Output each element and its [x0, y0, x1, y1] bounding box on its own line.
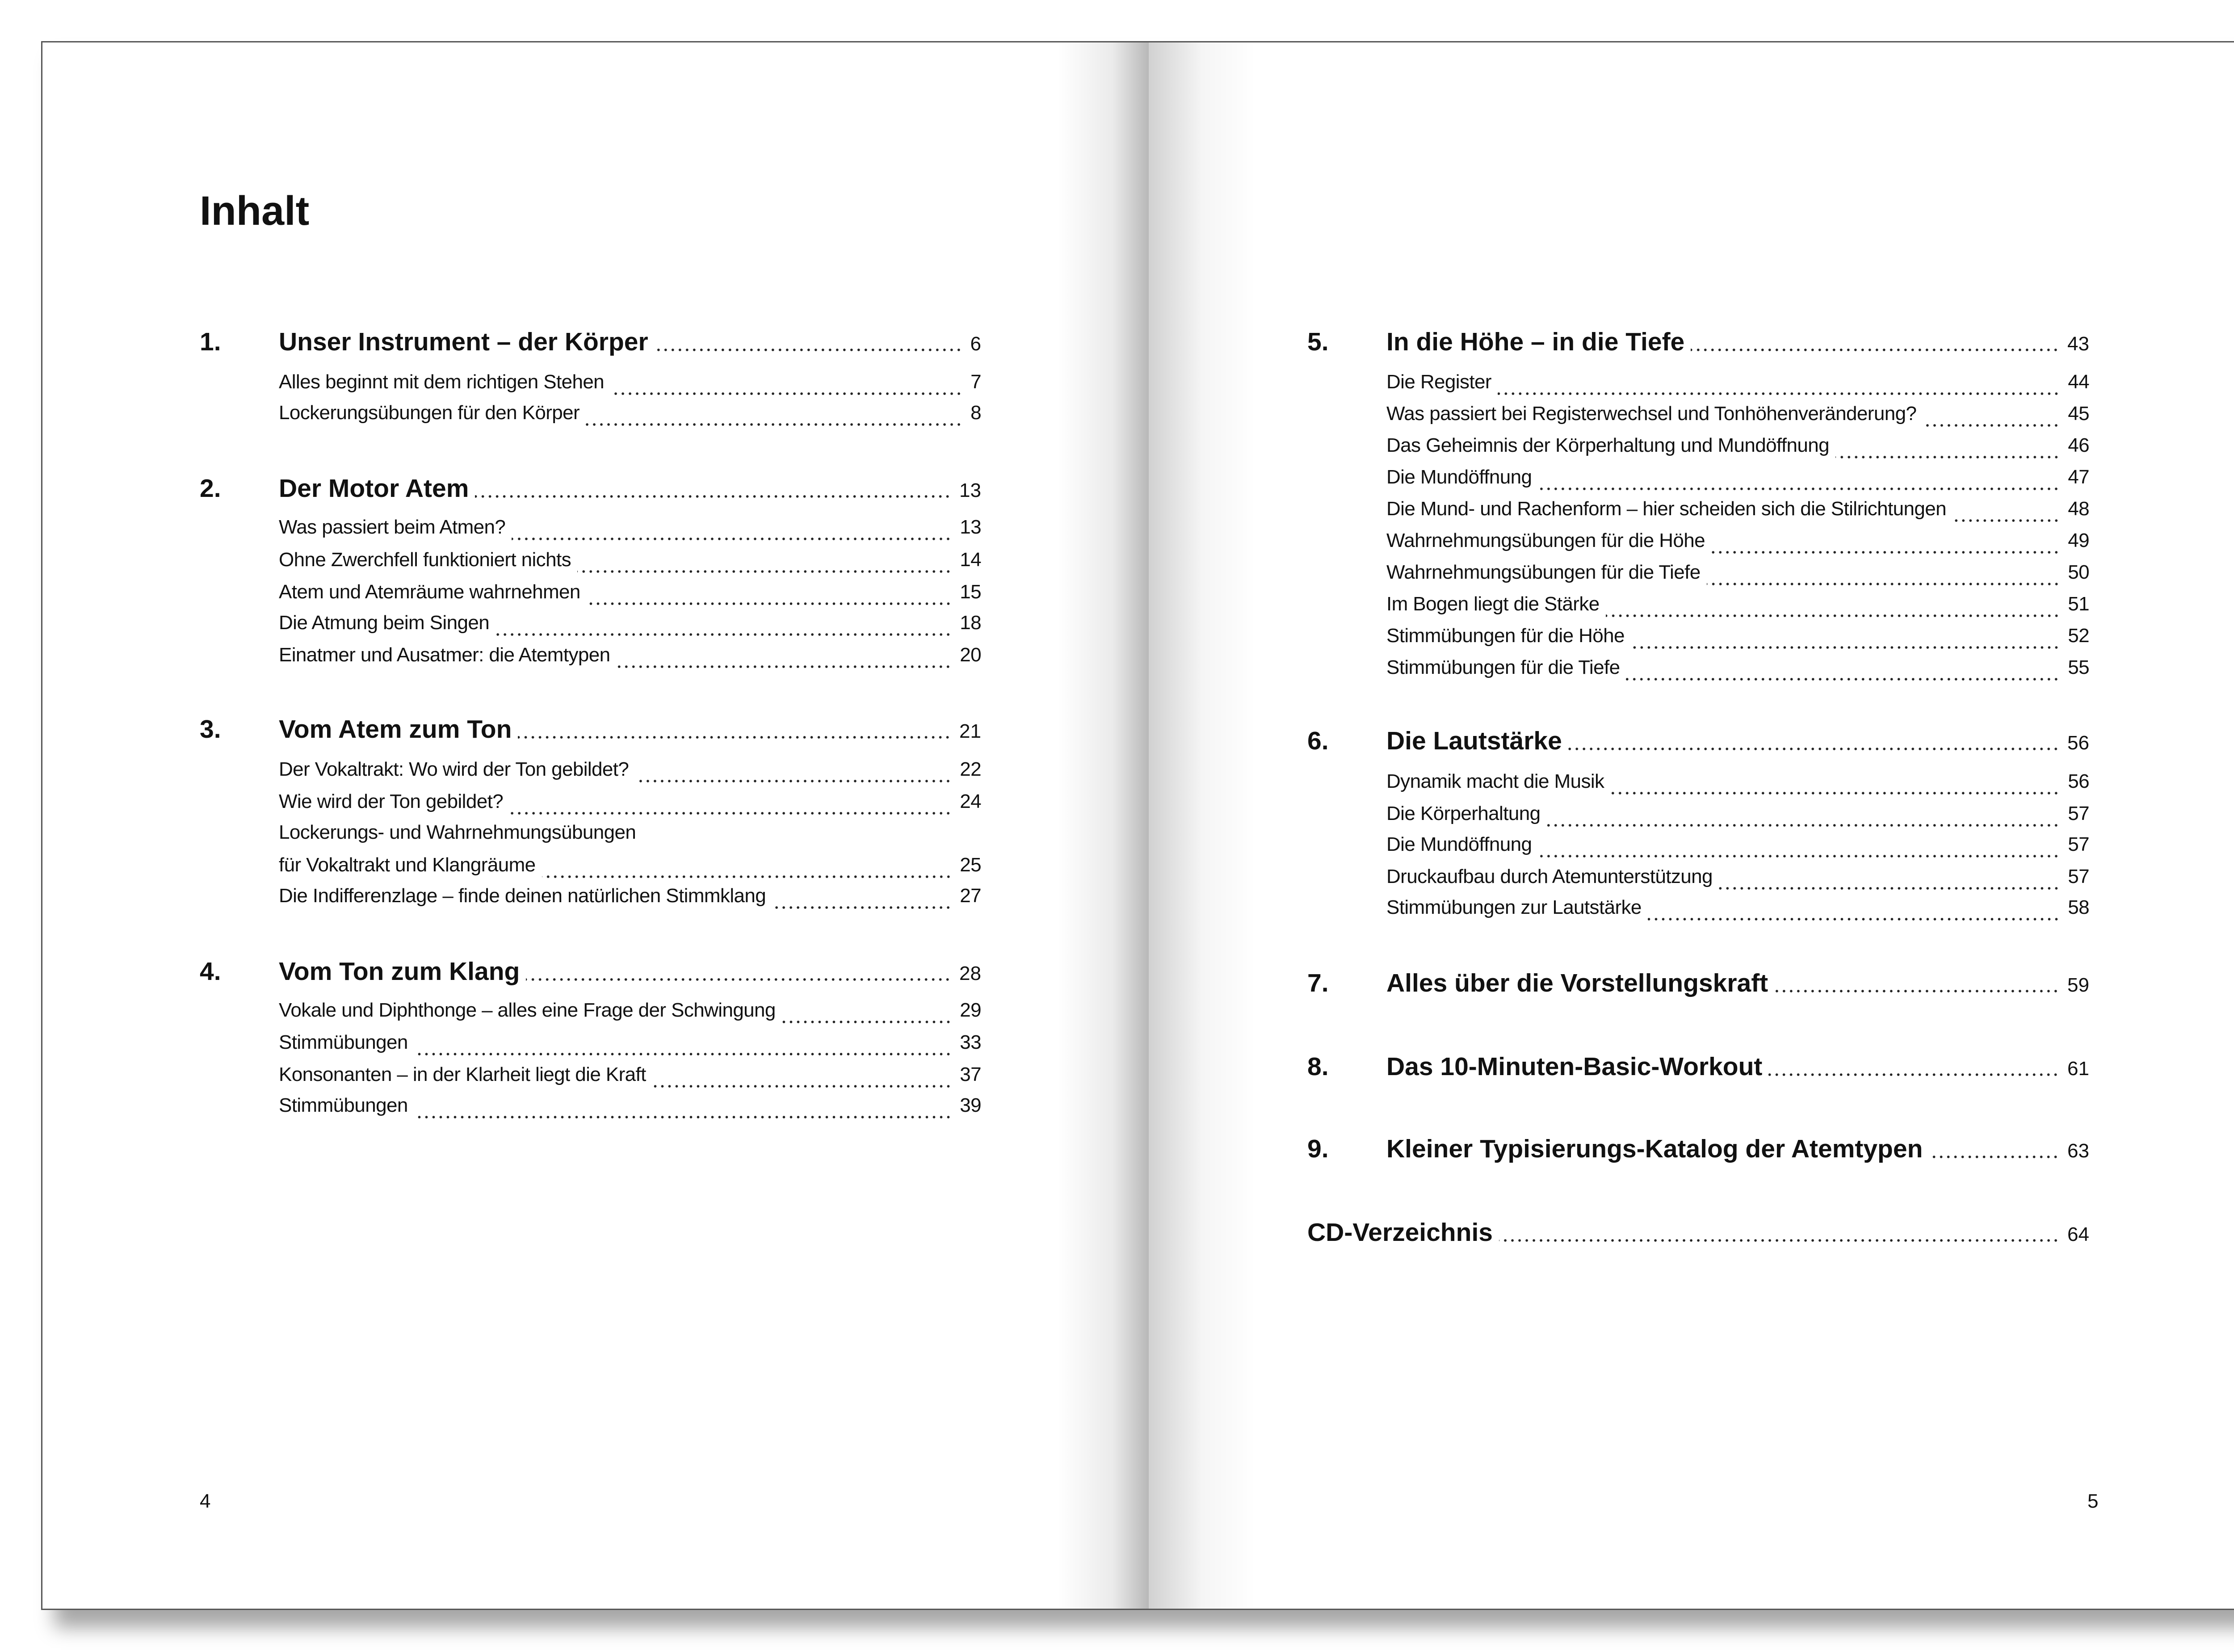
entry-title: Die Mundöffnung — [1386, 833, 1532, 855]
dot-leader — [1626, 677, 2060, 681]
chapter-number: 4. — [200, 957, 221, 986]
toc-chapter-row — [1307, 327, 2089, 359]
page-number: 25 — [960, 853, 981, 876]
toc-entry-row — [1386, 833, 2089, 866]
entry-title: Der Vokaltrakt: Wo wird der Ton gebildet? — [279, 758, 629, 781]
toc-entry-row — [1386, 371, 2089, 403]
dot-leader — [518, 735, 951, 740]
dot-leader — [1711, 550, 2060, 555]
entry-title: Im Bogen liegt die Stärke — [1386, 593, 1600, 615]
dot-leader — [1606, 614, 2060, 618]
toc-entry-row — [279, 612, 981, 644]
page-number: 43 — [2067, 332, 2089, 355]
page-number: 29 — [960, 999, 981, 1021]
chapter-number: 7. — [1307, 968, 1329, 997]
chapter-number: 9. — [1307, 1134, 1329, 1163]
chapter-title: CD-Verzeichnis — [1307, 1218, 1493, 1247]
chapter-title: Das 10-Minuten-Basic-Workout — [1386, 1052, 1763, 1081]
toc-entry-row — [1386, 530, 2089, 562]
toc-chapter-row — [1307, 968, 2089, 1000]
toc-chapter-row — [200, 715, 981, 747]
toc-entry-row — [1386, 656, 2089, 689]
dot-leader — [586, 422, 962, 427]
chapter-title: Die Lautstärke — [1386, 726, 1562, 755]
dot-leader — [616, 664, 952, 669]
page-number: 24 — [960, 790, 981, 813]
page-number: 58 — [2068, 896, 2089, 918]
entry-title: Alles beginnt mit dem richtigen Stehen — [279, 371, 605, 393]
page-number: 39 — [960, 1094, 981, 1117]
dot-leader — [1929, 1155, 2059, 1159]
entry-title: Stimmübungen zur Lautstärke — [1386, 896, 1642, 918]
entry-title: Die Körperhaltung — [1386, 802, 1541, 824]
entry-title: Atem und Atemräume wahrnehmen — [279, 580, 580, 603]
entry-title: Die Indifferenzlage – finde deinen natürlichen Stimmklang — [279, 884, 766, 907]
page-number: 44 — [2068, 371, 2089, 393]
page-number: 45 — [2068, 403, 2089, 425]
page-title: Inhalt — [200, 188, 310, 234]
chapter-number: 2. — [200, 474, 221, 503]
dot-leader — [1719, 886, 2060, 891]
toc-entry-row — [1386, 498, 2089, 530]
dot-leader — [496, 632, 952, 637]
toc-entry-row — [1386, 593, 2089, 625]
entry-title: Wie wird der Ton gebildet? — [279, 790, 504, 813]
dot-leader — [1953, 518, 2060, 523]
entry-title: Stimmübungen für die Tiefe — [1386, 656, 1620, 678]
entry-title: Die Register — [1386, 371, 1491, 393]
entry-title: Stimmübungen — [279, 1031, 408, 1054]
toc-entry-row — [279, 1064, 981, 1096]
entry-title: für Vokaltrakt und Klangräume — [279, 853, 536, 876]
toc-entry-row — [1386, 466, 2089, 498]
entry-title: Das Geheimnis der Körperhaltung und Mundöffnung — [1386, 434, 1829, 457]
dot-leader — [542, 874, 952, 879]
dot-leader — [1538, 854, 2060, 858]
dot-leader — [772, 905, 952, 910]
page-number: 55 — [2068, 656, 2089, 678]
page-number: 64 — [2067, 1223, 2089, 1246]
dot-leader — [414, 1052, 952, 1056]
chapter-number: 6. — [1307, 726, 1329, 755]
page-number: 13 — [960, 516, 981, 538]
toc-entry-row — [279, 790, 981, 823]
toc-chapter-row — [200, 474, 981, 506]
page-number: 18 — [960, 611, 981, 634]
page-number: 52 — [2068, 624, 2089, 647]
chapter-number: 3. — [200, 715, 221, 744]
spine-shadow-right — [1149, 42, 1256, 1609]
dot-leader — [577, 569, 952, 574]
page-number: 49 — [2068, 529, 2089, 551]
toc-entry-row — [279, 999, 981, 1031]
chapter-title: Kleiner Typisierungs-Katalog der Atemtypen — [1386, 1134, 1923, 1163]
toc-entry-row — [1386, 866, 2089, 898]
toc-entry-row — [279, 581, 981, 613]
page-number: 7 — [970, 371, 981, 393]
dot-leader — [414, 1115, 952, 1119]
dot-leader — [509, 811, 952, 815]
dot-leader — [1546, 823, 2060, 828]
toc-chapter-row — [1307, 726, 2089, 758]
toc-chapter-row — [1307, 1218, 2089, 1250]
entry-title: Die Atmung beim Singen — [279, 611, 490, 634]
page-number-right: 5 — [2087, 1490, 2099, 1512]
toc-entry-row — [279, 821, 981, 853]
page-number: 61 — [2067, 1058, 2089, 1080]
entry-title: Ohne Zwerchfell funktioniert nichts — [279, 548, 571, 571]
toc-entry-row — [279, 402, 981, 434]
toc-chapter-row — [1307, 1134, 2089, 1166]
dot-leader — [635, 779, 952, 783]
page-number: 14 — [960, 548, 981, 571]
toc-entry-row — [279, 854, 981, 886]
chapter-number: 5. — [1307, 327, 1329, 356]
chapter-number: 8. — [1307, 1052, 1329, 1081]
dot-leader — [1707, 582, 2060, 586]
chapter-title: Vom Atem zum Ton — [279, 715, 512, 744]
page-number: 37 — [960, 1064, 981, 1086]
dot-leader — [1610, 791, 2060, 795]
entry-title: Die Mundöffnung — [1386, 466, 1532, 488]
dot-leader — [512, 537, 952, 541]
dot-leader — [1835, 455, 2060, 459]
page-number: 15 — [960, 580, 981, 603]
toc-chapter-row — [1307, 1052, 2089, 1084]
page-number: 57 — [2068, 865, 2089, 887]
dot-leader — [610, 391, 962, 396]
page-number: 47 — [2068, 466, 2089, 488]
entry-title: Lockerungsübungen für den Körper — [279, 402, 580, 424]
entry-title: Die Mund- und Rachenform – hier scheiden sich die Stilrichtungen — [1386, 497, 1946, 520]
entry-title: Konsonanten – in der Klarheit liegt die Kraft — [279, 1064, 646, 1086]
toc-entry-row — [1386, 561, 2089, 593]
dot-leader — [1691, 348, 2059, 352]
entry-title: Dynamik macht die Musik — [1386, 770, 1604, 792]
dot-leader — [655, 348, 962, 352]
dot-leader — [782, 1020, 952, 1024]
toc-entry-row — [1386, 803, 2089, 835]
chapter-title: In die Höhe – in die Tiefe — [1386, 327, 1685, 356]
entry-title: Vokale und Diphthonge – alles eine Frage der Schwingung — [279, 999, 776, 1021]
page-number: 13 — [959, 479, 981, 502]
page-number: 28 — [959, 962, 981, 984]
dot-leader — [1499, 1238, 2059, 1243]
toc-entry-row — [279, 371, 981, 403]
page-number: 56 — [2067, 731, 2089, 754]
page-number: 21 — [959, 720, 981, 742]
entry-title: Wahrnehmungsübungen für die Tiefe — [1386, 561, 1701, 583]
page-number: 50 — [2068, 561, 2089, 583]
dot-leader — [652, 1084, 952, 1089]
entry-title: Druckaufbau durch Atemunterstützung — [1386, 865, 1713, 887]
page-number-left: 4 — [200, 1490, 211, 1512]
page-number: 57 — [2068, 833, 2089, 855]
entry-title: Was passiert beim Atmen? — [279, 516, 506, 538]
toc-entry-row — [1386, 770, 2089, 803]
toc-entry-row — [279, 758, 981, 790]
entry-title: Lockerungs- und Wahrnehmungsübungen — [279, 821, 636, 844]
entry-title: Stimmübungen für die Höhe — [1386, 624, 1625, 647]
toc-entry-row — [1386, 434, 2089, 467]
chapter-number: 1. — [200, 327, 221, 356]
page-number: 46 — [2068, 434, 2089, 457]
page-number: 27 — [960, 884, 981, 907]
dot-leader — [1923, 423, 2060, 428]
dot-leader — [1498, 391, 2060, 396]
dot-leader — [587, 601, 952, 606]
page-number: 22 — [960, 758, 981, 781]
chapter-title: Alles über die Vorstellungskraft — [1386, 968, 1768, 997]
toc-entry-row — [279, 549, 981, 581]
page-number: 48 — [2068, 497, 2089, 520]
page-number: 57 — [2068, 802, 2089, 824]
entry-title: Was passiert bei Registerwechsel und Tonhöhenveränderung? — [1386, 403, 1917, 425]
chapter-title: Der Motor Atem — [279, 474, 469, 503]
page-number: 33 — [960, 1031, 981, 1054]
page-number: 63 — [2067, 1139, 2089, 1162]
dot-leader — [1648, 917, 2060, 921]
entry-title: Wahrnehmungsübungen für die Höhe — [1386, 529, 1705, 551]
page-number: 51 — [2068, 593, 2089, 615]
dot-leader — [1538, 487, 2060, 491]
page-number: 56 — [2068, 770, 2089, 792]
toc-entry-row — [1386, 625, 2089, 657]
toc-entry-row — [279, 644, 981, 676]
page-number: 8 — [970, 402, 981, 424]
dot-leader — [475, 494, 951, 499]
toc-entry-row — [1386, 403, 2089, 435]
toc-entry-row — [279, 1094, 981, 1127]
dot-leader — [526, 977, 951, 982]
dot-leader — [1768, 1072, 2059, 1077]
toc-entry-row — [1386, 896, 2089, 929]
dot-leader — [1631, 645, 2060, 650]
page-number: 59 — [2067, 974, 2089, 996]
chapter-title: Unser Instrument – der Körper — [279, 327, 648, 356]
chapter-title: Vom Ton zum Klang — [279, 957, 520, 986]
dot-leader — [1568, 747, 2059, 751]
entry-title: Einatmer und Ausatmer: die Atemtypen — [279, 644, 610, 666]
toc-entry-row — [279, 516, 981, 548]
page-number: 6 — [970, 332, 981, 355]
page-number: 20 — [960, 644, 981, 666]
spine-shadow-left — [1058, 42, 1149, 1609]
toc-entry-row — [279, 1031, 981, 1064]
entry-title: Stimmübungen — [279, 1094, 408, 1117]
toc-chapter-row — [200, 957, 981, 989]
dot-leader — [1774, 989, 2059, 993]
toc-chapter-row — [200, 327, 981, 359]
toc-entry-row — [279, 885, 981, 917]
